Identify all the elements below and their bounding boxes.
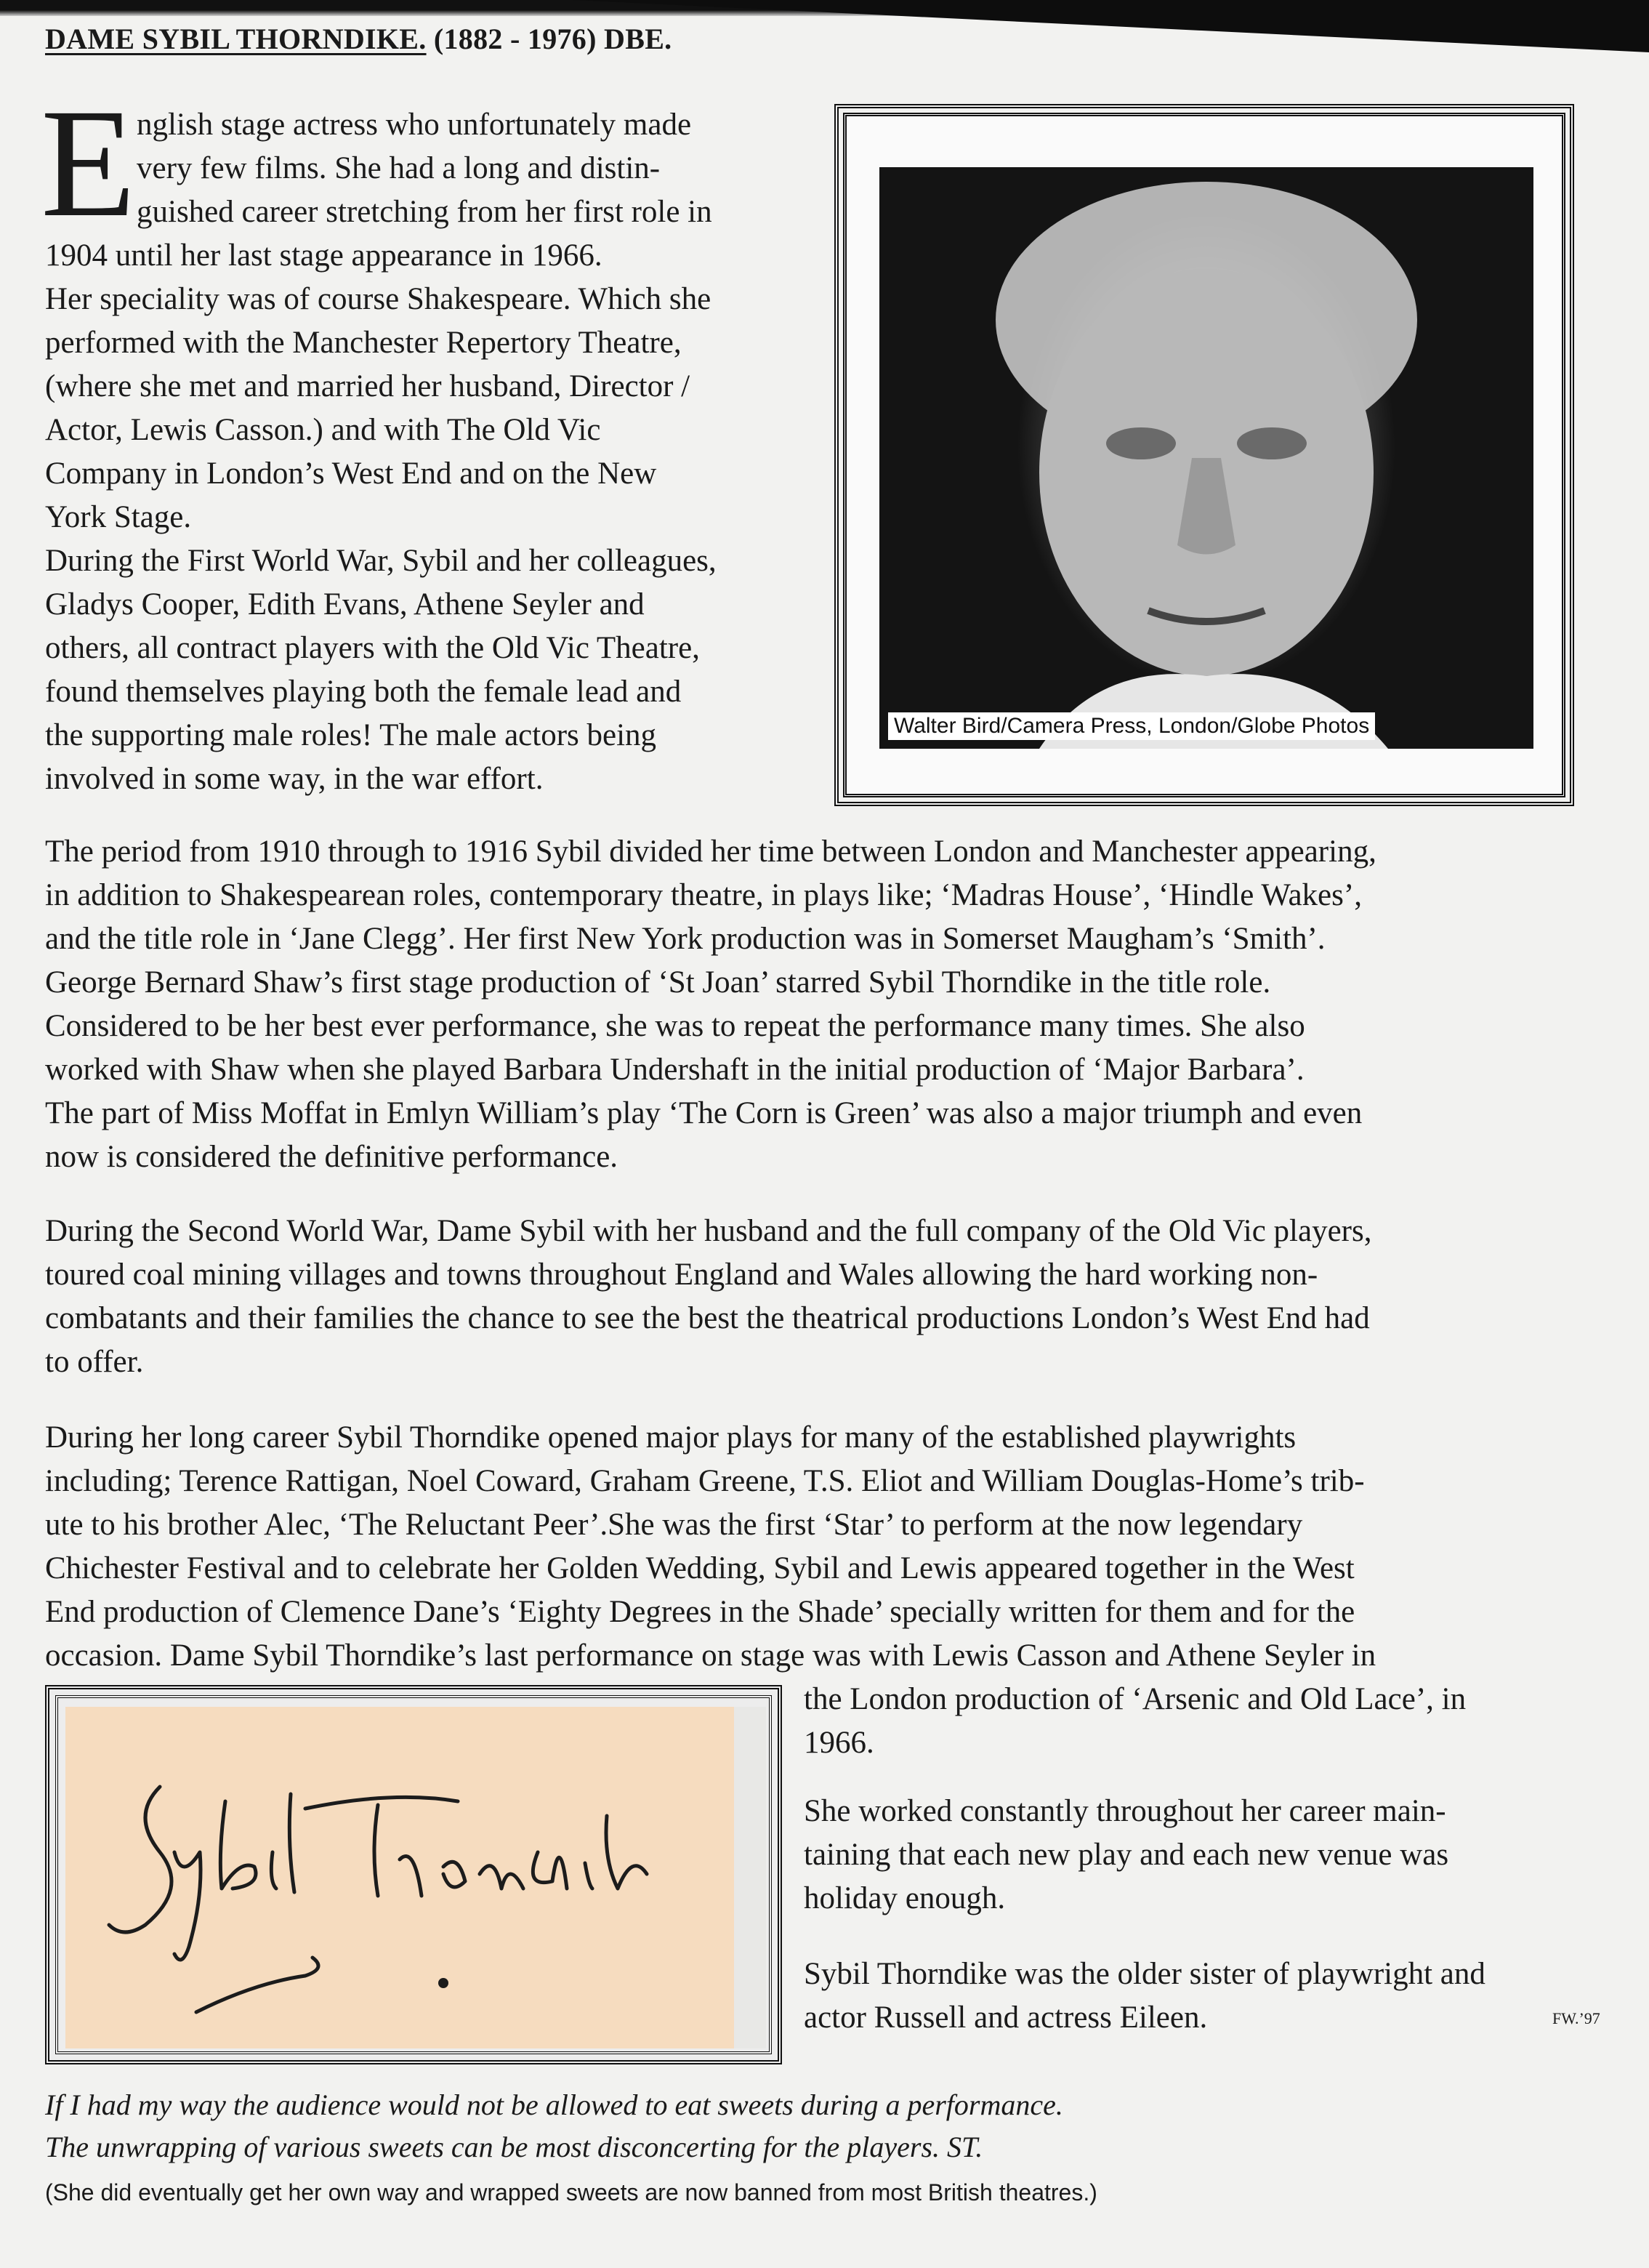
signature-card-edge: [734, 1707, 766, 2048]
intro-line: found themselves playing both the female lead and: [45, 675, 682, 709]
body-line: occasion. Dame Sybil Thorndike’s last performance on stage was with Lewis Casson and Athene Seyler in: [45, 1638, 1376, 1673]
footnote: (She did eventually get her own way and wrapped sweets are now banned from most British theatres.): [45, 2179, 1097, 2205]
body-line: the London production of ‘Arsenic and Old Lace’, in: [804, 1682, 1467, 1716]
body-line: Chichester Festival and to celebrate her Golden Wedding, Sybil and Lewis appeared together in the West: [45, 1551, 1355, 1585]
quote-line: If I had my way the audience would not be allowed to eat sweets during a performance.: [45, 2088, 1063, 2121]
intro-line: the supporting male roles! The male actors being: [45, 718, 657, 752]
body-line: During the Second World War, Dame Sybil with her husband and the full company of the Old Vic players,: [45, 1214, 1372, 1248]
body-line: now is considered the definitive performance.: [45, 1140, 618, 1174]
intro-line: involved in some way, in the war effort.: [45, 762, 544, 796]
intro-line: (where she met and married her husband, Director /: [45, 369, 690, 403]
body-line: toured coal mining villages and towns throughout England and Wales allowing the hard working non-: [45, 1258, 1318, 1292]
intro-line: very few films. She had a long and distin-: [137, 151, 661, 185]
intro-line: guished career stretching from her first role in: [137, 195, 712, 229]
intro-line: Her speciality was of course Shakespeare. Which she: [45, 282, 711, 316]
body-line: including; Terence Rattigan, Noel Coward, Graham Greene, T.S. Eliot and William Douglas-Home’s trib-: [45, 1464, 1365, 1498]
title-dates: (1882 - 1976) DBE.: [426, 23, 672, 55]
photo-credit: Walter Bird/Camera Press, London/Globe Photos: [888, 712, 1375, 740]
intro-line: Company in London’s West End and on the New: [45, 457, 657, 491]
body-line: ute to his brother Alec, ‘The Reluctant Peer’.She was the first ‘Star’ to perform at the now legendary: [45, 1508, 1303, 1542]
body-line: She worked constantly throughout her career main-: [804, 1794, 1446, 1828]
intro-line: During the First World War, Sybil and her colleagues,: [45, 544, 717, 578]
body-line: 1966.: [804, 1726, 874, 1760]
intro-line: 1904 until her last stage appearance in 1966.: [45, 238, 602, 273]
signature-card: [65, 1707, 734, 2048]
body-line: holiday enough.: [804, 1881, 1006, 1915]
body-line: Considered to be her best ever performance, she was to repeat the performance many times. She also: [45, 1009, 1305, 1043]
body-line: The period from 1910 through to 1916 Sybil divided her time between London and Manchester appearing,: [45, 835, 1376, 869]
intro-line: others, all contract players with the Old Vic Theatre,: [45, 631, 700, 665]
autograph-signature: [65, 1707, 734, 2048]
scan-top-wedge: [573, 0, 1649, 52]
intro-line: performed with the Manchester Repertory Theatre,: [45, 326, 682, 360]
body-line: Sybil Thorndike was the older sister of playwright and: [804, 1957, 1485, 1991]
body-line: George Bernard Shaw’s first stage production of ‘St Joan’ starred Sybil Thorndike in the title role.: [45, 965, 1271, 1000]
drop-cap: E: [41, 77, 136, 249]
author-initials: FW.’97: [1552, 2009, 1600, 2027]
body-line: worked with Shaw when she played Barbara Undershaft in the initial production of ‘Major Barbara’.: [45, 1053, 1305, 1087]
quote-line: The unwrapping of various sweets can be most disconcerting for the players. ST.: [45, 2131, 983, 2163]
title-name: DAME SYBIL THORNDIKE.: [45, 23, 427, 55]
intro-line: Gladys Cooper, Edith Evans, Athene Seyler and: [45, 587, 645, 622]
body-line: End production of Clemence Dane’s ‘Eighty Degrees in the Shade’ specially written for them and for the: [45, 1595, 1355, 1629]
body-line: During her long career Sybil Thorndike opened major plays for many of the established playwrights: [45, 1420, 1297, 1455]
body-line: and the title role in ‘Jane Clegg’. Her first New York production was in Somerset Maugham’s ‘Smith’.: [45, 922, 1326, 956]
body-line: The part of Miss Moffat in Emlyn William’s play ‘The Corn is Green’ was also a major triumph and even: [45, 1096, 1363, 1130]
portrait-silhouette: [879, 167, 1533, 749]
body-line: taining that each new play and each new venue was: [804, 1838, 1449, 1872]
intro-line: York Stage.: [45, 500, 192, 534]
body-line: combatants and their families the chance to see the best the theatrical productions London’s West End had: [45, 1301, 1370, 1335]
intro-line: nglish stage actress who unfortunately made: [137, 108, 692, 142]
body-line: in addition to Shakespearean roles, contemporary theatre, in plays like; ‘Madras House’, ‘Hindle Wakes’,: [45, 878, 1362, 912]
portrait-photo: [879, 167, 1533, 749]
page-title: [45, 22, 672, 56]
body-line: actor Russell and actress Eileen.: [804, 2000, 1208, 2035]
body-line: to offer.: [45, 1345, 144, 1379]
intro-line: Actor, Lewis Casson.) and with The Old Vic: [45, 413, 601, 447]
